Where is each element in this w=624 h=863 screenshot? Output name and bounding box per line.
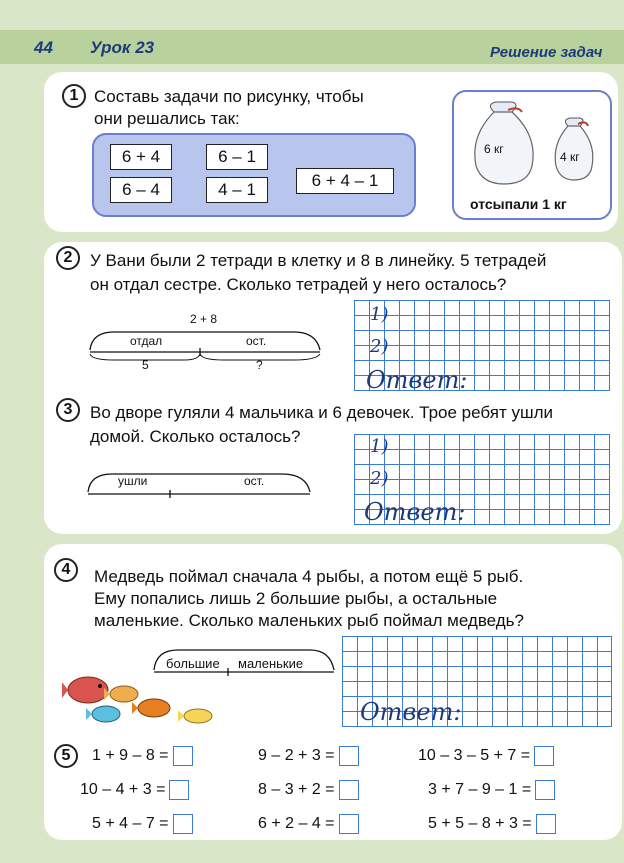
exercise-col2-row1 (258, 746, 359, 766)
task4-diagram-right: маленькие (238, 656, 304, 671)
task4-text-line1: Медведь поймал сначала 4 рыбы, а потом ещё 5 рыб. (94, 567, 524, 586)
fish-icon (62, 668, 222, 738)
expression-box: 6 – 4 (110, 177, 172, 203)
expression-box: 6 + 4 (110, 144, 172, 170)
page-number: 44 (34, 38, 53, 57)
task2-answer-label: Ответ: (366, 366, 468, 394)
task5-number: 5 (54, 744, 78, 768)
exercise-expression: 3 + 7 – 9 – 1 = (428, 781, 532, 799)
task3-answer-label: Ответ: (364, 498, 466, 526)
exercise-expression: 10 – 3 – 5 + 7 = (418, 747, 531, 765)
task1-number: 1 (62, 84, 86, 108)
task2-text-line2: он отдал сестре. Сколько тетрадей у него осталось? (90, 275, 507, 294)
answer-box[interactable] (534, 746, 554, 766)
task3-diagram-left: ушли (118, 474, 148, 488)
exercise-col2-row3 (258, 814, 359, 834)
exercise-expression: 5 + 4 – 7 = (92, 815, 169, 833)
exercise-col1-row3 (92, 814, 193, 834)
exercise-expression: 5 + 5 – 8 + 3 = (428, 815, 532, 833)
diagram-left-label: отдал (130, 334, 163, 348)
answer-box[interactable] (169, 780, 189, 800)
expression-box: 4 – 1 (206, 177, 268, 203)
task1-text-line2: они решались так: (94, 109, 240, 128)
task3-diagram-right: ост. (244, 474, 265, 488)
task3-step1: 1) (370, 436, 389, 457)
diagram-right-value: ? (256, 358, 263, 372)
answer-box[interactable] (339, 746, 359, 766)
exercise-expression: 6 + 2 – 4 = (258, 815, 335, 833)
answer-box[interactable] (536, 814, 556, 834)
diagram-total: 2 + 8 (190, 312, 218, 326)
task3-text-line1: Во дворе гуляли 4 мальчика и 6 девочек. Трое ребят ушли (90, 403, 554, 422)
exercise-expression: 8 – 3 + 2 = (258, 781, 335, 799)
answer-box[interactable] (173, 746, 193, 766)
task4-diagram-left: большие (166, 656, 220, 671)
task1-text-line1: Составь задачи по рисунку, чтобы (94, 87, 364, 106)
task3-number: 3 (56, 398, 80, 422)
bag-small-label: 4 кг (560, 150, 580, 164)
task2-step1: 1) (370, 304, 389, 325)
exercise-col3-row1 (418, 746, 554, 766)
exercise-col1-row1 (92, 746, 193, 766)
exercise-expression: 1 + 9 – 8 = (92, 747, 169, 765)
exercise-col3-row3 (428, 814, 556, 834)
task4-text-line2: Ему попались лишь 2 большие рыбы, а остальные (94, 589, 498, 608)
diagram-right-label: ост. (246, 334, 267, 348)
bags-caption: отсыпали 1 кг (470, 196, 567, 212)
task2-text-line1: У Вани были 2 тетради в клетку и 8 в линейку. 5 тетрадей (90, 251, 547, 270)
topic-title: Решение задач (490, 44, 603, 61)
task2-number: 2 (56, 246, 80, 270)
bags-icon (456, 96, 612, 192)
task3-step2: 2) (370, 468, 389, 489)
exercise-col1-row2 (80, 780, 189, 800)
answer-box[interactable] (339, 814, 359, 834)
exercise-col2-row2 (258, 780, 359, 800)
task4-number: 4 (54, 558, 78, 582)
task4-answer-label: Ответ: (360, 698, 462, 726)
bag-big-label: 6 кг (484, 142, 504, 156)
answer-box[interactable] (535, 780, 555, 800)
exercise-expression: 10 – 4 + 3 = (80, 781, 166, 799)
answer-box[interactable] (173, 814, 193, 834)
expression-box: 6 – 1 (206, 144, 268, 170)
answer-box[interactable] (339, 780, 359, 800)
exercise-col3-row2 (428, 780, 555, 800)
exercise-expression: 9 – 2 + 3 = (258, 747, 335, 765)
task3-text-line2: домой. Сколько осталось? (90, 427, 301, 446)
diagram-left-value: 5 (142, 358, 149, 372)
bags-illustration (452, 90, 612, 220)
expression-box: 6 + 4 – 1 (296, 168, 394, 194)
task2-step2: 2) (370, 336, 389, 357)
task4-text-line3: маленькие. Сколько маленьких рыб поймал медведь? (94, 611, 524, 630)
lesson-title: Урок 23 (90, 38, 155, 57)
